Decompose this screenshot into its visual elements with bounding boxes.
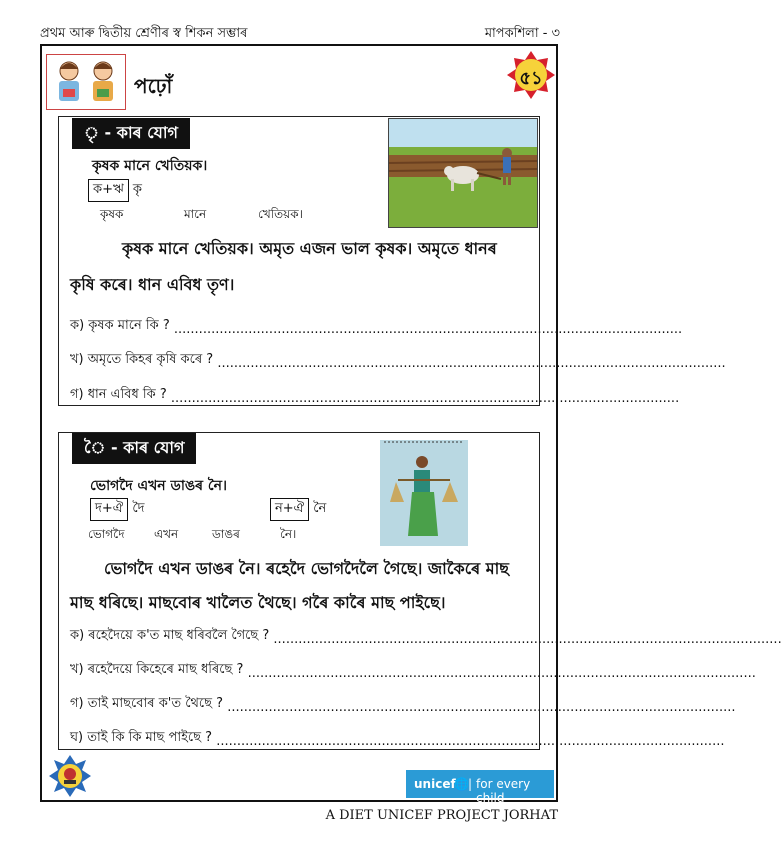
- section2-word-3: ডাঙৰ: [212, 527, 240, 541]
- section1-combo-row: [88, 179, 142, 202]
- read-heading: পঢ়োঁ: [134, 74, 173, 98]
- section1-word-2: মানে: [184, 207, 207, 221]
- page-header: [40, 24, 560, 44]
- question-text: ক) কৃষক মানে কি ?: [70, 318, 170, 333]
- section2-example: ভোগদৈ এখন ডাঙৰ নৈ।: [90, 478, 227, 494]
- section2-combo-row-2: [270, 498, 326, 521]
- answer-line[interactable]: ...........................................................................................................................: [227, 700, 736, 715]
- section1-passage-line-1: কৃষক মানে খেতিয়ক। অমৃত এজন ভাল কৃষক। অমৃতে ধানৰ: [122, 239, 497, 258]
- section2-combo-box-2: ন+ঐ: [270, 498, 309, 521]
- section1-word-1: কৃষক: [100, 207, 124, 221]
- section2-word-4: নৈ।: [280, 527, 297, 541]
- section2-combo-box-1: দ+ঐ: [90, 498, 128, 521]
- unicef-brand: unicef: [414, 777, 456, 791]
- question-text: গ) ধান এবিধ কি ?: [70, 387, 167, 402]
- section2-combo-row-1: [90, 498, 144, 521]
- section2-question-2: [70, 660, 756, 681]
- question-text: খ) ৰহেদৈয়ে কিহেৰে মাছ ধৰিছে ?: [70, 662, 244, 677]
- section2-passage-line-1: ভোগদৈ এখন ডাঙৰ নৈ। ৰহেদৈ ভোগদৈলৈ গৈছে। জাকৈৰে মাছ: [104, 559, 509, 578]
- globe-icon: 🌐: [454, 777, 469, 791]
- section1-combo-result: কৃ: [132, 182, 142, 197]
- question-text: ঘ) তাই কি কি মাছ পাইছে ?: [70, 730, 213, 745]
- section2-question-1: [70, 626, 782, 647]
- answer-line[interactable]: ...........................................................................................................................: [217, 356, 726, 371]
- section1-combo-box: ক+ঋ: [88, 179, 129, 202]
- diet-emblem-icon: [48, 754, 92, 798]
- section1-question-2: [70, 350, 726, 371]
- section2-passage-line-2: মাছ ধৰিছে। মাছবোৰ খালৈত থৈছে। গৰৈ কাৰৈ মাছ পাইছে।: [70, 593, 446, 612]
- section1-question-3: [70, 385, 680, 406]
- kids-reading-illustration: [46, 54, 126, 110]
- section2-word-1: ভোগদৈ: [88, 527, 125, 541]
- section2-combo-result-1: দৈ: [132, 501, 145, 516]
- unicef-tagline: for every child: [476, 777, 531, 805]
- answer-line[interactable]: ...........................................................................................................................: [216, 734, 725, 749]
- section2-question-4: [70, 728, 725, 749]
- project-footer: A DIET UNICEF PROJECT JORHAT: [325, 808, 558, 823]
- answer-line[interactable]: ...........................................................................................................................: [273, 632, 782, 647]
- section-ri-kar-tag: ৃ - কাৰ যোগ: [72, 118, 190, 149]
- farmer-ploughing-illustration: [388, 118, 538, 228]
- section1-word-3: খেতিয়ক।: [258, 207, 303, 221]
- question-text: খ) অমৃতে কিহৰ কৃষি কৰে ?: [70, 352, 214, 367]
- question-text: ক) ৰহেদৈয়ে ক'ত মাছ ধৰিবলৈ গৈছে ?: [70, 628, 270, 643]
- page-number-badge: [506, 50, 556, 100]
- section1-passage-line-2: কৃষি কৰে। ধান এবিধ তৃণ।: [70, 275, 235, 294]
- page-number: ৫১: [519, 68, 543, 89]
- section2-word-2: এখন: [154, 527, 179, 541]
- section1-question-1: [70, 316, 683, 337]
- unicef-banner: [406, 770, 554, 805]
- answer-line[interactable]: ...........................................................................................................................: [170, 391, 680, 406]
- section-oi-kar-tag: ৈ - কাৰ যোগ: [72, 433, 196, 464]
- section2-combo-result-2: নৈ: [313, 501, 327, 516]
- answer-line[interactable]: ...........................................................................................................................: [173, 322, 683, 337]
- answer-line[interactable]: ...........................................................................................................................: [247, 666, 756, 681]
- woman-fishing-illustration: [380, 440, 468, 546]
- section2-question-3: [70, 694, 736, 715]
- book-title: প্ৰথম আৰু দ্বিতীয় শ্ৰেণীৰ স্ব শিকন সম্ভাৰ: [40, 26, 248, 41]
- section1-example: কৃষক মানে খেতিয়ক।: [92, 158, 208, 174]
- chapter-label: মাপকশিলা - ৩: [484, 26, 560, 41]
- question-text: গ) তাই মাছবোৰ ক'ত থৈছে ?: [70, 696, 224, 711]
- divider: |: [468, 777, 473, 791]
